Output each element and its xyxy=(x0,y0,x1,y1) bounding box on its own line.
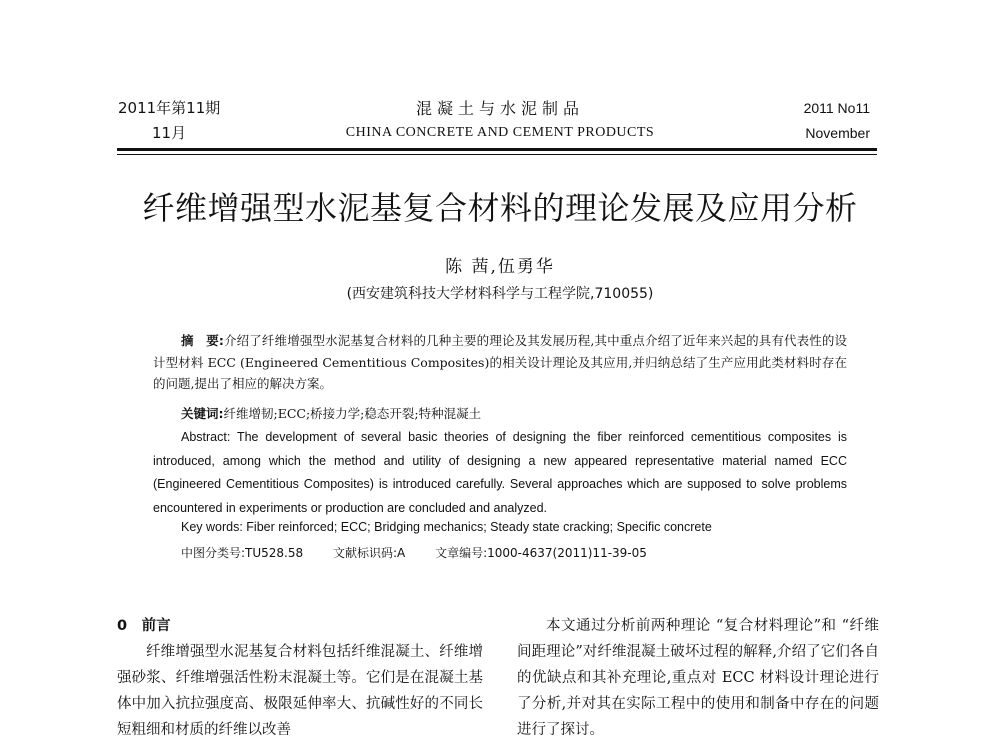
journal-name xyxy=(300,96,700,145)
issue-month-en: November xyxy=(805,125,870,141)
classification-line xyxy=(181,544,673,561)
affiliation: (西安建筑科技大学材料科学与工程学院,710055) xyxy=(346,286,654,302)
header-rule-thick xyxy=(117,148,877,151)
issue-info xyxy=(118,96,220,146)
article-number: 文章编号:1000-4637(2011)11-39-05 xyxy=(435,546,647,560)
journal-name-en: CHINA CONCRETE AND CEMENT PRODUCTS xyxy=(345,125,655,140)
keywords-cn xyxy=(181,404,481,422)
abstract-en-text: The development of several basic theories of designing the fiber reinforced cementitious composites is introduced, among which the method and utility of designing a new appeared representative material named ECC (Engineered Cementitious Composites) is introduced carefully. Several approaches which are supposed to solve problems encountered in experiments or production are concluded and analyzed. xyxy=(153,430,847,515)
keywords-cn-label: 关键词: xyxy=(181,406,224,421)
abstract-en xyxy=(153,426,847,520)
paper-title: 纤维增强型水泥基复合材料的理论发展及应用分析 xyxy=(142,189,858,227)
keywords-cn-text: 纤维增韧;ECC;桥接力学;稳态开裂;特种混凝土 xyxy=(223,406,482,421)
journal-name-cn: 混凝土与水泥制品 xyxy=(415,99,584,118)
issue-info-en xyxy=(804,96,870,146)
issue-number-en: 2011 No11 xyxy=(803,100,870,116)
header-rule-thin xyxy=(117,154,877,155)
issue-year: 2011年第11期 xyxy=(118,99,221,117)
body-column-left xyxy=(117,613,483,743)
clc-number: 中图分类号:TU528.58 xyxy=(181,546,304,560)
document-code: 文献标识码:A xyxy=(332,546,406,560)
abstract-cn-text: 介绍了纤维增强型水泥基复合材料的几种主要的理论及其发展历程,其中重点介绍了近年来兴起的具有代表性的设计型材料 ECC (Engineered Cementitious Composites)的相关设计理论及其应用,并归纳总结了生产应用此类材料时存在的问题,提出了相应的解决方案。 xyxy=(153,333,848,391)
keywords-en: Key words: Fiber reinforced; ECC; Bridging mechanics; Steady state cracking; Specific concrete xyxy=(181,520,712,534)
authors: 陈 茜,伍勇华 xyxy=(445,257,555,277)
abstract-cn xyxy=(153,330,847,395)
issue-month: 11月 xyxy=(152,124,187,142)
body-paragraph: 本文通过分析前两种理论 “复合材料理论”和 “纤维间距理论”对纤维混凝土破坏过程的解释,介绍了它们各自的优缺点和其补充理论,重点对 ECC 材料设计理论进行了分析,并对其在实际工程中的使用和制备中存在的问题进行了探讨。 xyxy=(517,618,879,738)
body-paragraph: 纤维增强型水泥基复合材料包括纤维混凝土、纤维增强砂浆、纤维增强活性粉末混凝土等。它们是在混凝土基体中加入抗拉强度高、极限延伸率大、抗碱性好的不同长短粗细和材质的纤维以改善 xyxy=(117,644,483,738)
section-heading: 0 前言 xyxy=(117,618,171,634)
body-column-right xyxy=(517,613,879,743)
abstract-cn-label: 摘 要: xyxy=(181,333,224,348)
abstract-en-label: Abstract: xyxy=(181,430,231,444)
